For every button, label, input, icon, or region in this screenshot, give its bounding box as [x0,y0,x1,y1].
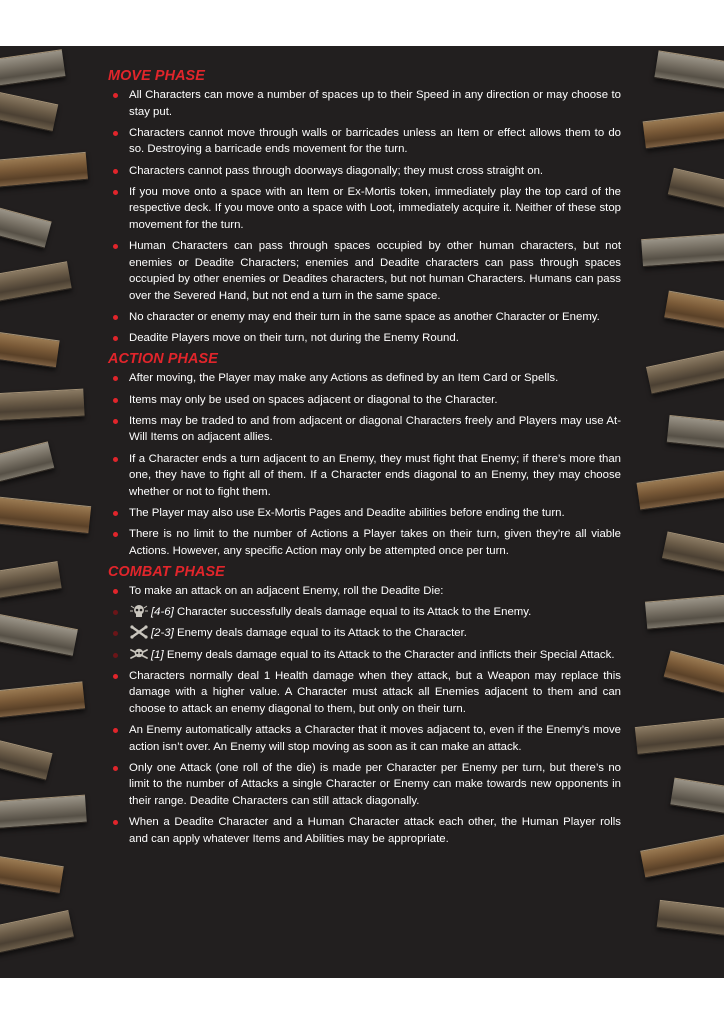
list-item: Items may be traded to and from adjacent or diagonal Characters freely and Players may use At-Will Items on adjacent allies. [108,413,621,446]
skull-hit-icon [129,604,149,618]
die-result-item [108,647,621,664]
wood-planks-right [604,46,724,978]
die-range: [1] [151,648,164,661]
crossed-bones-icon [129,625,149,639]
die-range: [4-6] [151,606,174,619]
skull-bones-icon [129,647,149,661]
die-result-item [108,625,621,642]
die-result-item [108,604,621,621]
die-result-text: Enemy deals damage equal to its Attack to the Character. [176,627,467,640]
list-item: Human Characters can pass through spaces occupied by other human characters, but not enemies or Deadite Characters; enemies and Deadite characters can pass through spaces occupied by other enemies or Deadites characters, but not human Characters. Humans can pass over the Severed Hand, but not end a turn in the same space. [108,238,621,304]
combat-phase-list [108,583,621,847]
move-phase-list [108,87,621,347]
die-result-text: Character successfully deals damage equal to its Attack to the Enemy. [176,606,532,619]
wood-planks-left [0,46,120,978]
die-range: [2-3] [151,627,174,640]
list-item: No character or enemy may end their turn in the same space as another Character or Enemy. [108,309,621,326]
list-item: Characters cannot pass through doorways diagonally; they must cross straight on. [108,163,621,180]
list-item: Items may only be used on spaces adjacent or diagonal to the Character. [108,392,621,409]
list-item: Only one Attack (one roll of the die) is made per Character per Enemy per turn, but there’s no limit to the number of Attacks a single Character or Enemy can make towards new opponents in their range. Deadite Characters can still attack diagonally. [108,760,621,810]
rules-page [0,46,724,978]
combat-phase-title: COMBAT PHASE [108,563,225,580]
list-item: There is no limit to the number of Actions a Player takes on their turn, given they’re all viable Actions. However, any specific Action may only be attempted once per turn. [108,526,621,559]
move-phase-title: MOVE PHASE [108,68,205,84]
list-item: If a Character ends a turn adjacent to an Enemy, they must fight that Enemy; if there’s more than one, they have to fight all of them. If a Character ends diagonal to an Enemy, they may choose whether or not to fight them. [108,451,621,501]
die-result-text: Enemy deals damage equal to its Attack to the Character and inflicts their Special Attack. [166,648,615,661]
list-item: After moving, the Player may make any Actions as defined by an Item Card or Spells. [108,370,621,387]
list-item: Characters normally deal 1 Health damage when they attack, but a Weapon may replace this damage with a higher value. A Character must attack all Enemies adjacent to them and can choose to attack an enemy diagonal to them, but only on their turn. [108,668,621,718]
list-item: Deadite Players move on their turn, not during the Enemy Round. [108,330,621,347]
list-item: To make an attack on an adjacent Enemy, roll the Deadite Die: [108,583,621,600]
list-item: Characters cannot move through walls or barricades unless an Item or effect allows them to do so. Destroying a barricade ends movement for the turn. [108,125,621,158]
list-item: All Characters can move a number of spaces up to their Speed in any direction or may choose to stay put. [108,87,621,120]
list-item: The Player may also use Ex-Mortis Pages and Deadite abilities before ending the turn. [108,505,621,522]
list-item: When a Deadite Character and a Human Character attack each other, the Human Player rolls and can apply whatever Items and Abilities may be appropriate. [108,814,621,847]
list-item: If you move onto a space with an Item or Ex-Mortis token, immediately play the top card of the respective deck. If you move onto a space with Loot, immediately acquire it. Neither of these stop movement for the turn. [108,184,621,234]
action-phase-list [108,370,621,559]
rules-content [108,68,621,852]
action-phase-title: ACTION PHASE [108,351,218,368]
list-item: An Enemy automatically attacks a Character that it moves adjacent to, even if the Enemy’s move action isn’t over. An Enemy will stop moving as soon as it can make an attack. [108,722,621,755]
